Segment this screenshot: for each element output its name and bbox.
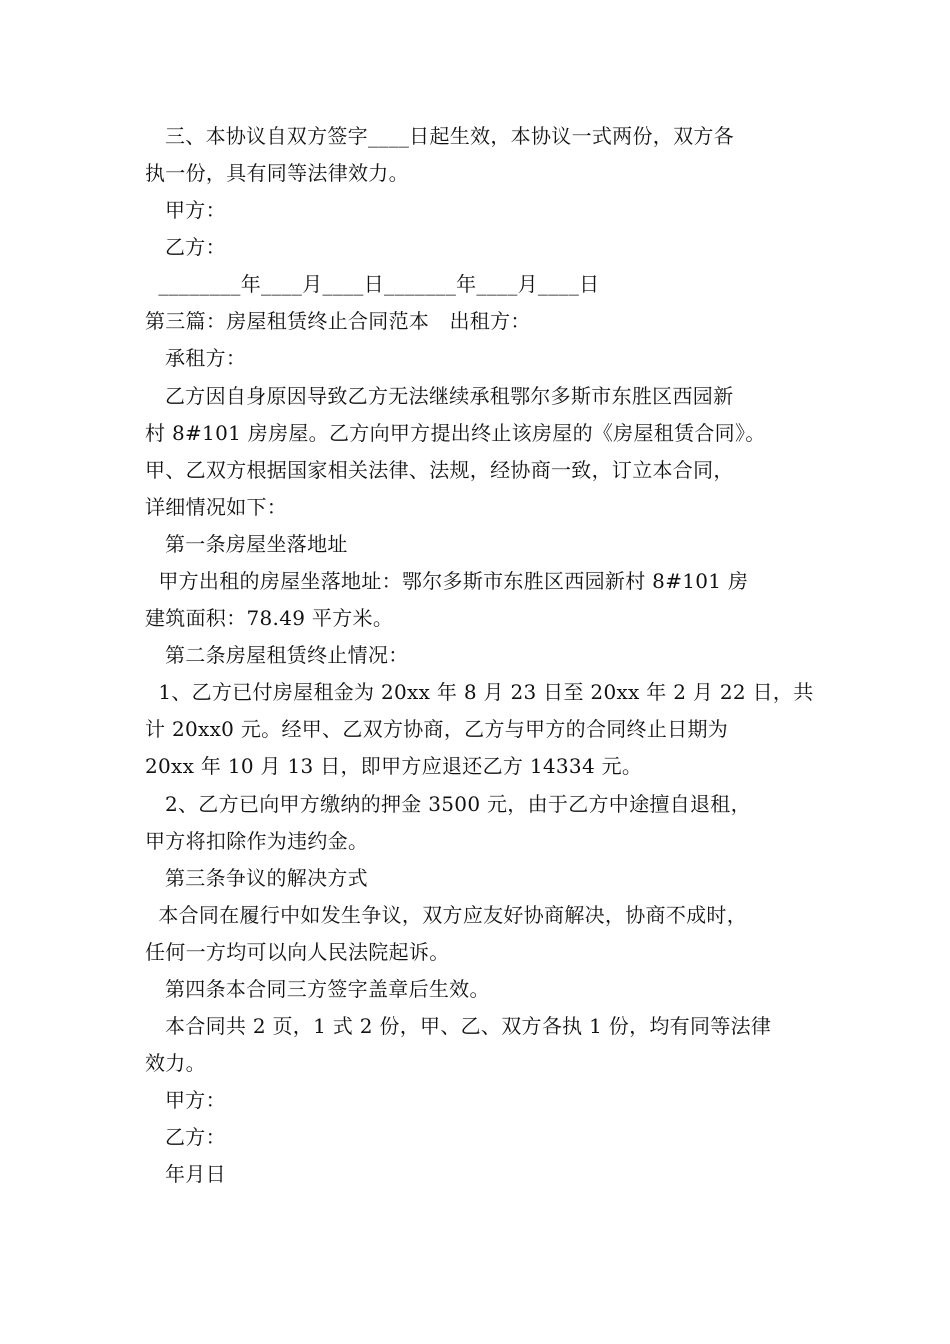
text-line: 效力。 xyxy=(145,1051,206,1075)
text-line: 甲方： xyxy=(145,198,226,222)
text-line: 甲方出租的房屋坐落地址：鄂尔多斯市东胜区西园新村 8#101 房 xyxy=(145,569,749,593)
text-line: 计 20xx0 元。经甲、乙双方协商，乙方与甲方的合同终止日期为 xyxy=(145,717,729,741)
text-line: 乙方因自身原因导致乙方无法继续承租鄂尔多斯市东胜区西园新 xyxy=(145,384,734,408)
clause-heading: 第四条本合同三方签字盖章后生效。 xyxy=(145,977,490,1001)
section-heading: 第三篇：房屋租赁终止合同范本 出租方： xyxy=(145,309,531,333)
clause-heading: 第二条房屋租赁终止情况： xyxy=(145,643,409,667)
clause-heading: 第一条房屋坐落地址 xyxy=(145,532,348,556)
signature-date-line: ________年____月____日_______年____月____日 xyxy=(145,272,600,296)
text-line: 村 8#101 房房屋。乙方向甲方提出终止该房屋的《房屋租赁合同》。 xyxy=(145,421,766,445)
clause-heading: 第三条争议的解决方式 xyxy=(145,866,368,890)
text-line: 2、乙方已向甲方缴纳的押金 3500 元，由于乙方中途擅自退租， xyxy=(145,792,751,816)
text-line: 1、乙方已付房屋租金为 20xx 年 8 月 23 日至 20xx 年 2 月 22 日，共 xyxy=(145,680,814,704)
text-line: 建筑面积：78.49 平方米。 xyxy=(145,606,394,630)
text-line: 乙方： xyxy=(145,1125,226,1149)
date-line: 年月日 xyxy=(145,1162,226,1186)
text-line: 本合同共 2 页，1 式 2 份，甲、乙、双方各执 1 份，均有同等法律 xyxy=(145,1014,772,1038)
text-line: 甲方： xyxy=(145,1088,226,1112)
text-line: 承租方： xyxy=(145,346,247,370)
text-line: 三、本协议自双方签字____日起生效，本协议一式两份，双方各 xyxy=(145,124,734,148)
text-line: 执一份，具有同等法律效力。 xyxy=(145,161,409,185)
text-line: 任何一方均可以向人民法院起诉。 xyxy=(145,940,450,964)
text-line: 甲方将扣除作为违约金。 xyxy=(145,829,369,853)
text-line: 本合同在履行中如发生争议，双方应友好协商解决，协商不成时， xyxy=(145,903,748,927)
text-line: 乙方： xyxy=(145,235,226,259)
text-line: 20xx 年 10 月 13 日，即甲方应退还乙方 14334 元。 xyxy=(145,754,643,778)
text-line: 详细情况如下： xyxy=(145,495,288,519)
text-line: 甲、乙双方根据国家相关法律、法规，经协商一致，订立本合同， xyxy=(145,458,734,482)
